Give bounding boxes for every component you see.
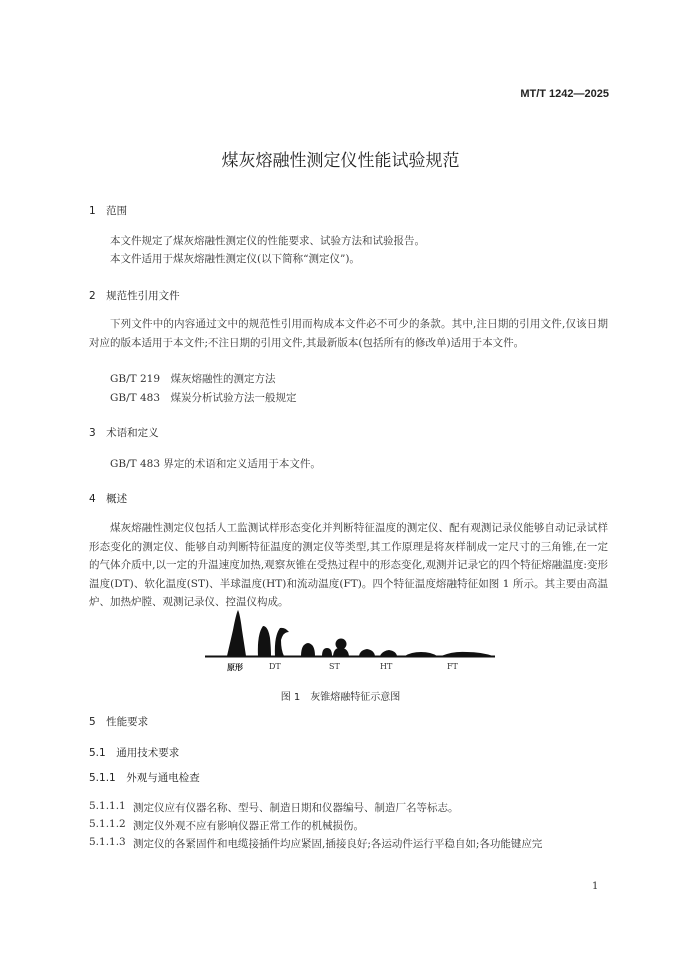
section-2-heading: 2 规范性引用文件 — [89, 290, 180, 302]
section-1-para-1: 本文件规定了煤灰熔融性测定仪的性能要求、试验方法和试验报告。 — [110, 235, 425, 247]
figure-label-ft: FT — [447, 662, 458, 671]
dt-cone-tilted-shape — [275, 628, 289, 656]
ht-hemisphere-shape-2 — [380, 650, 397, 656]
reference-gbt483: GB/T 483 煤炭分析试验方法一般规定 — [110, 392, 297, 404]
st-base-shape — [333, 648, 349, 656]
figure-label-st: ST — [329, 662, 340, 671]
figure-label-dt: DT — [269, 662, 281, 671]
standard-number: MT/T 1242—2025 — [520, 88, 609, 100]
page-number: 1 — [592, 881, 599, 892]
section-3-para-1: GB/T 483 界定的术语和定义适用于本文件。 — [110, 458, 321, 470]
st-small-lump-shape — [322, 648, 332, 656]
reference-gbt219: GB/T 219 煤灰熔融性的测定方法 — [110, 373, 276, 385]
section-5-1-1-heading: 5.1.1 外观与通电检查 — [89, 772, 200, 784]
document-title: 煤灰熔融性测定仪性能试验规范 — [221, 151, 460, 171]
dt-cone-shape — [258, 626, 271, 656]
section-2-para-1: 下列文件中的内容通过文中的规范性引用而构成本文件必不可少的条款。其中,注日期的引用文件,仅该日期对应的版本适用于本文件;不注日期的引用文件,其最新版本(包括所有的修改单)适用于本文件。 — [89, 318, 608, 349]
section-1-para-2: 本文件适用于煤灰熔融性测定仪(以下简称“测定仪”)。 — [110, 253, 360, 265]
section-3-heading: 3 术语和定义 — [89, 427, 159, 439]
st-lump-shape — [301, 643, 315, 656]
clause-number: 5.1.1.2 — [89, 818, 126, 830]
original-cone-shape — [227, 610, 246, 656]
clause-text: 测定仪外观不应有影响仪器正常工作的机械损伤。 — [133, 820, 364, 832]
section-5-heading: 5 性能要求 — [89, 716, 149, 728]
ft-flow-shape — [405, 652, 437, 656]
section-4-heading: 4 概述 — [89, 493, 128, 505]
clause-text: 测定仪的各紧固件和电缆接插件均应紧固,插接良好;各运动件运行平稳自如;各功能键应完 — [133, 838, 543, 850]
ft-flow-shape-2 — [441, 652, 493, 656]
figure-label-original: 原形 — [227, 663, 243, 672]
clause-text: 测定仪应有仪器名称、型号、制造日期和仪器编号、制造厂名等标志。 — [133, 802, 459, 814]
clause-number: 5.1.1.3 — [89, 836, 126, 848]
figure-caption: 图 1 灰锥熔融特征示意图 — [280, 692, 401, 703]
section-4-para-1: 煤灰熔融性测定仪包括人工监测试样形态变化并判断特征温度的测定仪、配有观测记录仪能够自动记录试样形态变化的测定仪、能够自动判断特征温度的测定仪等类型,其工作原理是将灰样制成一定尺寸的三角锥,在一定的气体介质中,以一定的升温速度加热,观察灰锥在受热过程中的形态变化,观测并记录它的四个特征熔融温度:变形温度(DT)、软化温度(ST)、半球温度(HT)和流动温度(FT)。四个特征温度熔融特征如图 1 所示。其主要由高温炉、加热炉膛、观测记录仪、控温仪构成。 — [89, 522, 608, 608]
figure-label-ht: HT — [380, 662, 393, 671]
clause-number: 5.1.1.1 — [89, 800, 126, 812]
st-sphere-shape — [336, 639, 347, 650]
ht-hemisphere-shape — [359, 649, 375, 656]
section-5-1-heading: 5.1 通用技术要求 — [89, 747, 180, 759]
section-1-heading: 1 范围 — [89, 205, 128, 217]
